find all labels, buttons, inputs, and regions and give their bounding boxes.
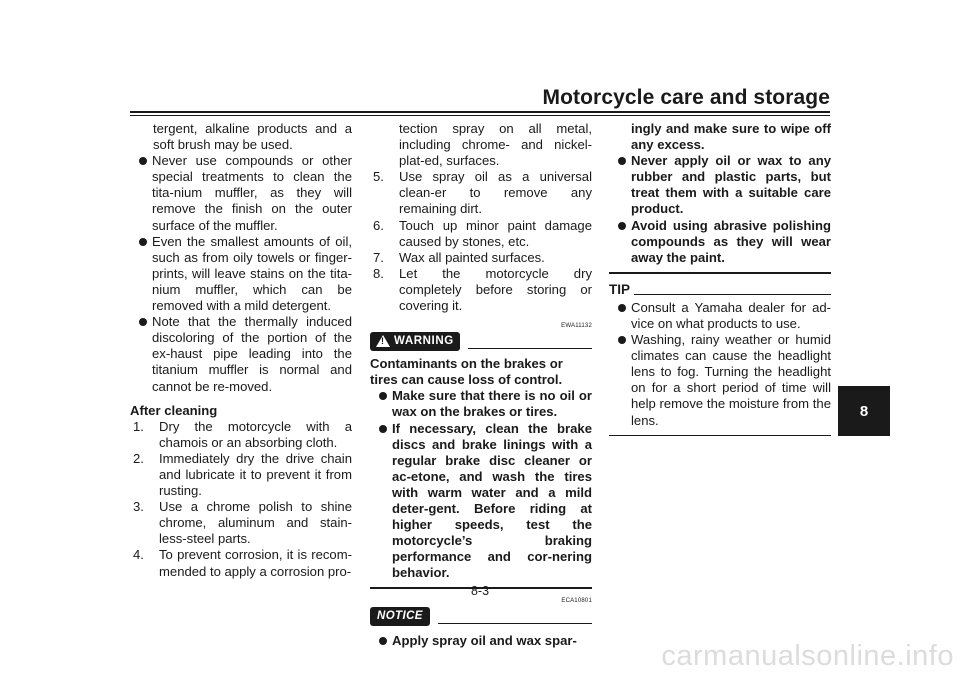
bullet-icon — [618, 157, 626, 165]
tip-end-rule — [609, 435, 831, 436]
numbered-step: 5. Use spray oil as a universal clean-er to remove any remaining dirt. — [373, 169, 592, 217]
bullet-icon — [139, 318, 147, 326]
header-rule — [130, 111, 830, 113]
numbered-step: 3. Use a chrome polish to shine chrome, aluminum and stain-less-steel parts. — [133, 499, 352, 547]
continued-paragraph: ingly and make sure to wipe off any excess. — [631, 121, 831, 153]
list-item: Even the smallest amounts of oil, such as from oily towels or finger-prints, will leave stains on the tita-nium muffler, which can be removed with a mild detergent. — [130, 234, 352, 314]
numbered-step: 1. Dry the motorcycle with a chamois or an absorbing cloth. — [133, 418, 352, 450]
watermark: carmanualsonline.info — [661, 640, 954, 672]
bullet-icon — [618, 336, 626, 344]
column-3 — [609, 121, 831, 436]
list-item: Avoid using abrasive polishing compounds as they will wear away the paint. — [609, 218, 831, 266]
warning-header — [370, 330, 592, 352]
notice-rule — [438, 623, 592, 624]
notice-header — [370, 605, 592, 627]
column-1 — [130, 121, 352, 580]
header-rule-thin — [130, 115, 830, 116]
bullet-icon — [139, 238, 147, 246]
notice-code: ECA10801 — [561, 598, 592, 605]
bullet-icon — [379, 637, 387, 645]
chapter-tab: 8 — [838, 386, 890, 436]
numbered-step: 2. Immediately dry the drive chain and lubricate it to prevent it from rusting. — [133, 450, 352, 499]
list-item: Never use compounds or other special treatments to clean the tita-nium muffler, as they will remove the finish on the outer surface of the muffler. — [130, 153, 352, 233]
tip-label: TIP — [609, 281, 631, 297]
bullet-icon — [618, 304, 626, 312]
section-heading: After cleaning — [130, 402, 218, 418]
bullet-icon — [139, 157, 147, 165]
notice-badge: NOTICE — [370, 607, 430, 626]
page-number: 8-3 — [470, 584, 490, 598]
numbered-step: 8. Let the motorcycle dry completely before storing or covering it. — [373, 265, 592, 314]
list-item: Apply spray oil and wax spar- — [370, 633, 592, 649]
list-item: Consult a Yamaha dealer for ad-vice on what products to use. — [609, 300, 831, 332]
list-item: Never apply oil or wax to any rubber and plastic parts, but treat them with a suitable care product. — [609, 153, 831, 217]
list-item: Washing, rainy weather or humid climates can cause the headlight lens to fog. Turning the headlight on for a short period of time will help remove the moisture from the lens. — [609, 332, 831, 429]
notice-end-rule — [609, 272, 831, 274]
numbered-step: 7. Wax all painted surfaces. — [373, 249, 545, 265]
warning-lead: Contaminants on the brakes or tires can cause loss of control. — [370, 356, 563, 388]
bullet-icon — [379, 425, 387, 433]
tip-rule — [634, 294, 831, 295]
column-2 — [370, 121, 592, 650]
numbered-step: 4. To prevent corrosion, it is recom-mended to apply a corrosion pro- — [133, 547, 352, 579]
page-title: Motorcycle care and storage — [542, 86, 830, 109]
warning-badge: ! WARNING — [370, 332, 460, 351]
continued-paragraph: tergent, alkaline products and a soft brush may be used. — [153, 121, 352, 153]
list-item: If necessary, clean the brake discs and brake linings with a regular brake disc cleaner or ac-etone, and wash the tires with warm water and a mild deter-gent. Before riding at higher speeds, test the motorcycle’s braking performance and cor-nering behavior. — [370, 421, 592, 582]
tip-header — [609, 282, 831, 298]
warning-triangle-icon: ! — [376, 335, 390, 347]
bullet-icon — [618, 222, 626, 230]
list-item: Make sure that there is no oil or wax on the brakes or tires. — [370, 388, 592, 420]
bullet-icon — [379, 392, 387, 400]
numbered-step: 6. Touch up minor paint damage caused by stones, etc. — [373, 217, 592, 249]
list-item: Note that the thermally induced discoloring of the portion of the ex-haust pipe leading into the titanium muffler is normal and cannot be re-moved. — [130, 314, 352, 394]
continued-paragraph: tection spray on all metal, including chrome- and nickel-plat-ed, surfaces. — [399, 121, 592, 169]
warning-code: EWA11132 — [561, 323, 592, 330]
warning-rule — [468, 348, 592, 349]
